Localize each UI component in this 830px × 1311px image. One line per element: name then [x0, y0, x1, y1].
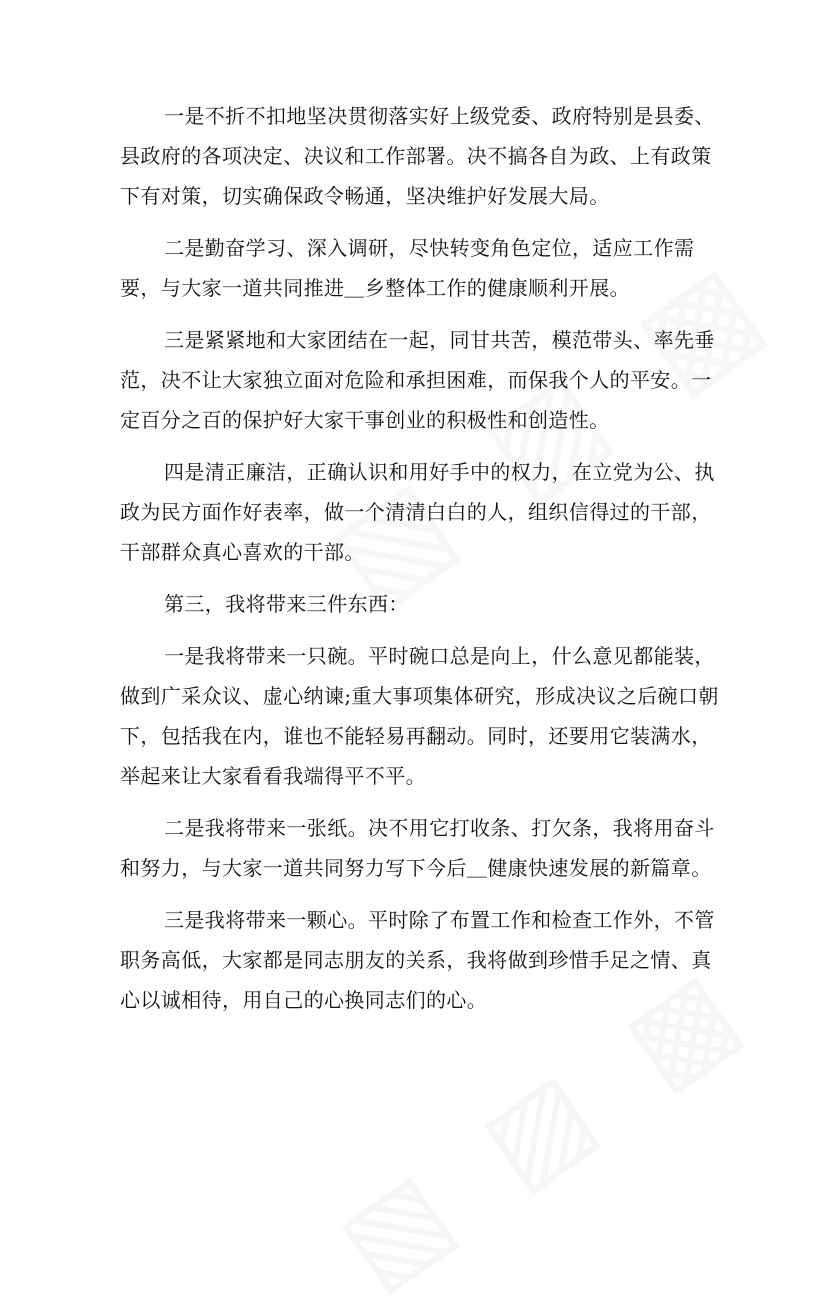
- paragraph: 二是我将带来一张纸。决不用它打收条、打欠条，我将用奋斗和努力，与大家一道共同努力写下今后＿健康快速发展的新篇章。: [120, 816, 715, 880]
- paragraph: 三是我将带来一颗心。平时除了布置工作和检查工作外，不管职务高低，大家都是同志朋友的关系，我将做到珍惜手足之情、真心以诚相待，用自己的心换同志们的心。: [120, 908, 715, 1012]
- paragraph: 一是我将带来一只碗。平时碗口总是向上，什么意见都能装，做到广采众议、虚心纳谏;重大事项集体研究，形成决议之后碗口朝下，包括我在内，谁也不能轻易再翻动。同时，还要用它装满水，举起来让大家看看我端得平不平。: [120, 644, 719, 788]
- paragraph: 四是清正廉洁，正确认识和用好手中的权力，在立党为公、执政为民方面作好表率，做一个清清白白的人，组织信得过的干部，干部群众真心喜欢的干部。: [120, 460, 715, 564]
- document-body: [120, 96, 720, 1032]
- paragraph: 三是紧紧地和大家团结在一起，同甘共苦，模范带头、率先垂范，决不让大家独立面对危险和承担困难，而保我个人的平安。一定百分之百的保护好大家干事创业的积极性和创造性。: [120, 328, 715, 432]
- paragraph: 二是勤奋学习、深入调研，尽快转变角色定位，适应工作需要，与大家一道共同推进＿乡整体工作的健康顺利开展。: [120, 236, 695, 300]
- paragraph: 第三，我将带来三件东西：: [164, 592, 409, 616]
- paragraph: 一是不折不扣地坚决贯彻落实好上级党委、政府特别是县委、县政府的各项决定、决议和工作部署。决不搞各自为政、上有政策下有对策，切实确保政令畅通，坚决维护好发展大局。: [120, 104, 715, 208]
